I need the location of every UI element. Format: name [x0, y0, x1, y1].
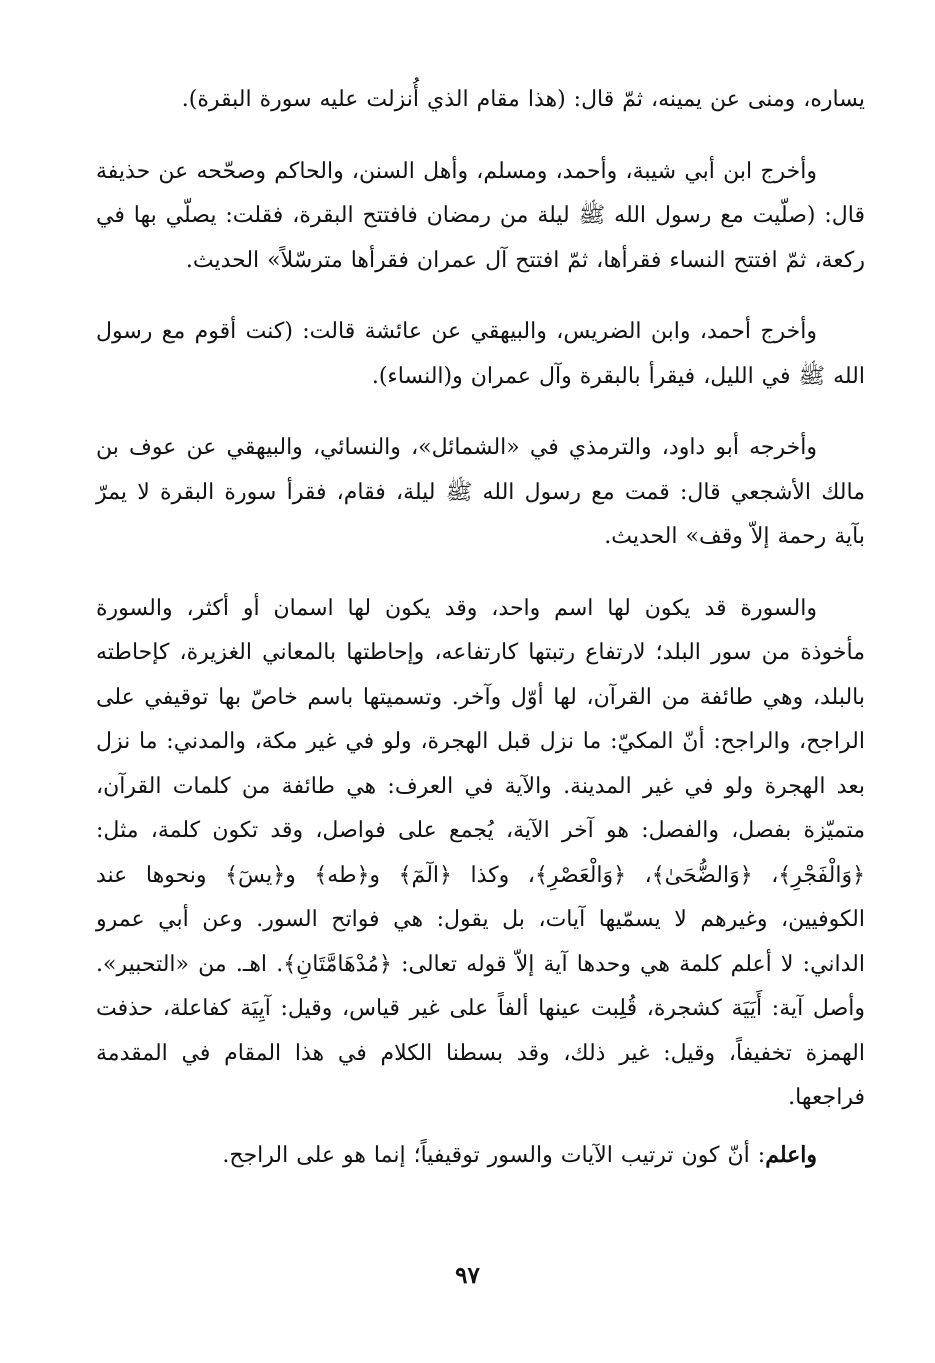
paragraph-surah-definition: والسورة قد يكون لها اسم واحد، وقد يكون لها اسمان أو أكثر، والسورة مأخوذة من سور البلد؛ لارتفاع رتبتها كارتفاعه، وإحاطتها بالمعاني الغزيرة، كإحاطته بالبلد، وهي طائفة من القرآن، لها أوّل وآخر. وتسميتها باسم خاصّ بها توقيفي على الراجح، والراجح: أنّ المكيّ: ما نزل قبل الهجرة، ولو في غير مكة، والمدني: ما نزل بعد الهجرة ولو في غير المدينة. والآية في العرف: هي طائفة من كلمات القرآن، متميّزة بفصل، والفصل: هو آخر الآية، يُجمع على فواصل، وقد تكون كلمة، مثل: ﴿وَالْفَجْرِ﴾، ﴿وَالضُّحَىٰ﴾، ﴿وَالْعَصْرِ﴾، وكذا ﴿الٓمٓ﴾ و﴿طه﴾ و﴿يسٓ﴾ ونحوها عند الكوفيين، وغيرهم لا يسمّيها آيات، بل يقول: هي فواتح السور. وعن أبي عمرو الداني: لا أعلم كلمة هي وحدها آية إلاّ قوله تعالى: ﴿مُدْهَامَّتَانِ﴾. اهـ. من «التحبير». وأصل آية: أَيَيَة كشجرة، قُلِبت عينها ألفاً على غير قياس، وقيل: آيِيَة كفاعلة، حذفت الهمزة تخفيفاً، وقيل: غير ذلك، وقد بسطنا الكلام في هذا المقام في المقدمة فراجعها.: [96, 595, 865, 1110]
paragraph-continuation: يساره، ومنى عن يمينه، ثمّ قال: (هذا مقام الذي أُنزلت عليه سورة البقرة).: [181, 87, 865, 112]
paragraph-conclusion: [96, 1133, 865, 1179]
conclusion-text: : أنّ كون ترتيب الآيات والسور توقيفياً؛ إنما هو على الراجح.: [222, 1142, 766, 1168]
paragraph-awf-hadith: وأخرجه أبو داود، والترمذي في «الشمائل»، والنسائي، والبيهقي عن عوف بن مالك الأشجعي قال: قمت مع رسول الله ﷺ ليلة، فقام، فقرأ سورة البقرة لا يمرّ بآية رحمة إلاّ وقف» الحديث.: [96, 435, 865, 549]
conclusion-lead-word: واعلم: [765, 1141, 817, 1168]
paragraph-hudhayfa-hadith: وأخرج ابن أبي شيبة، وأحمد، ومسلم، وأهل السنن، والحاكم وصحّحه عن حذيفة قال: (صلّيت مع رسول الله ﷺ ليلة من رمضان فافتتح البقرة، فقلت: يصلّي بها في ركعة، ثمّ افتتح النساء فقرأها، ثمّ افتتح آل عمران فقرأها مترسّلاً» الحديث.: [96, 158, 865, 273]
page-number: ٩٧: [455, 1262, 480, 1289]
paragraph-aisha-hadith: وأخرج أحمد، وابن الضريس، والبيهقي عن عائشة قالت: (كنت أقوم مع رسول الله ﷺ في الليل، فيقرأ بالبقرة وآل عمران و(النساء).: [96, 319, 865, 389]
